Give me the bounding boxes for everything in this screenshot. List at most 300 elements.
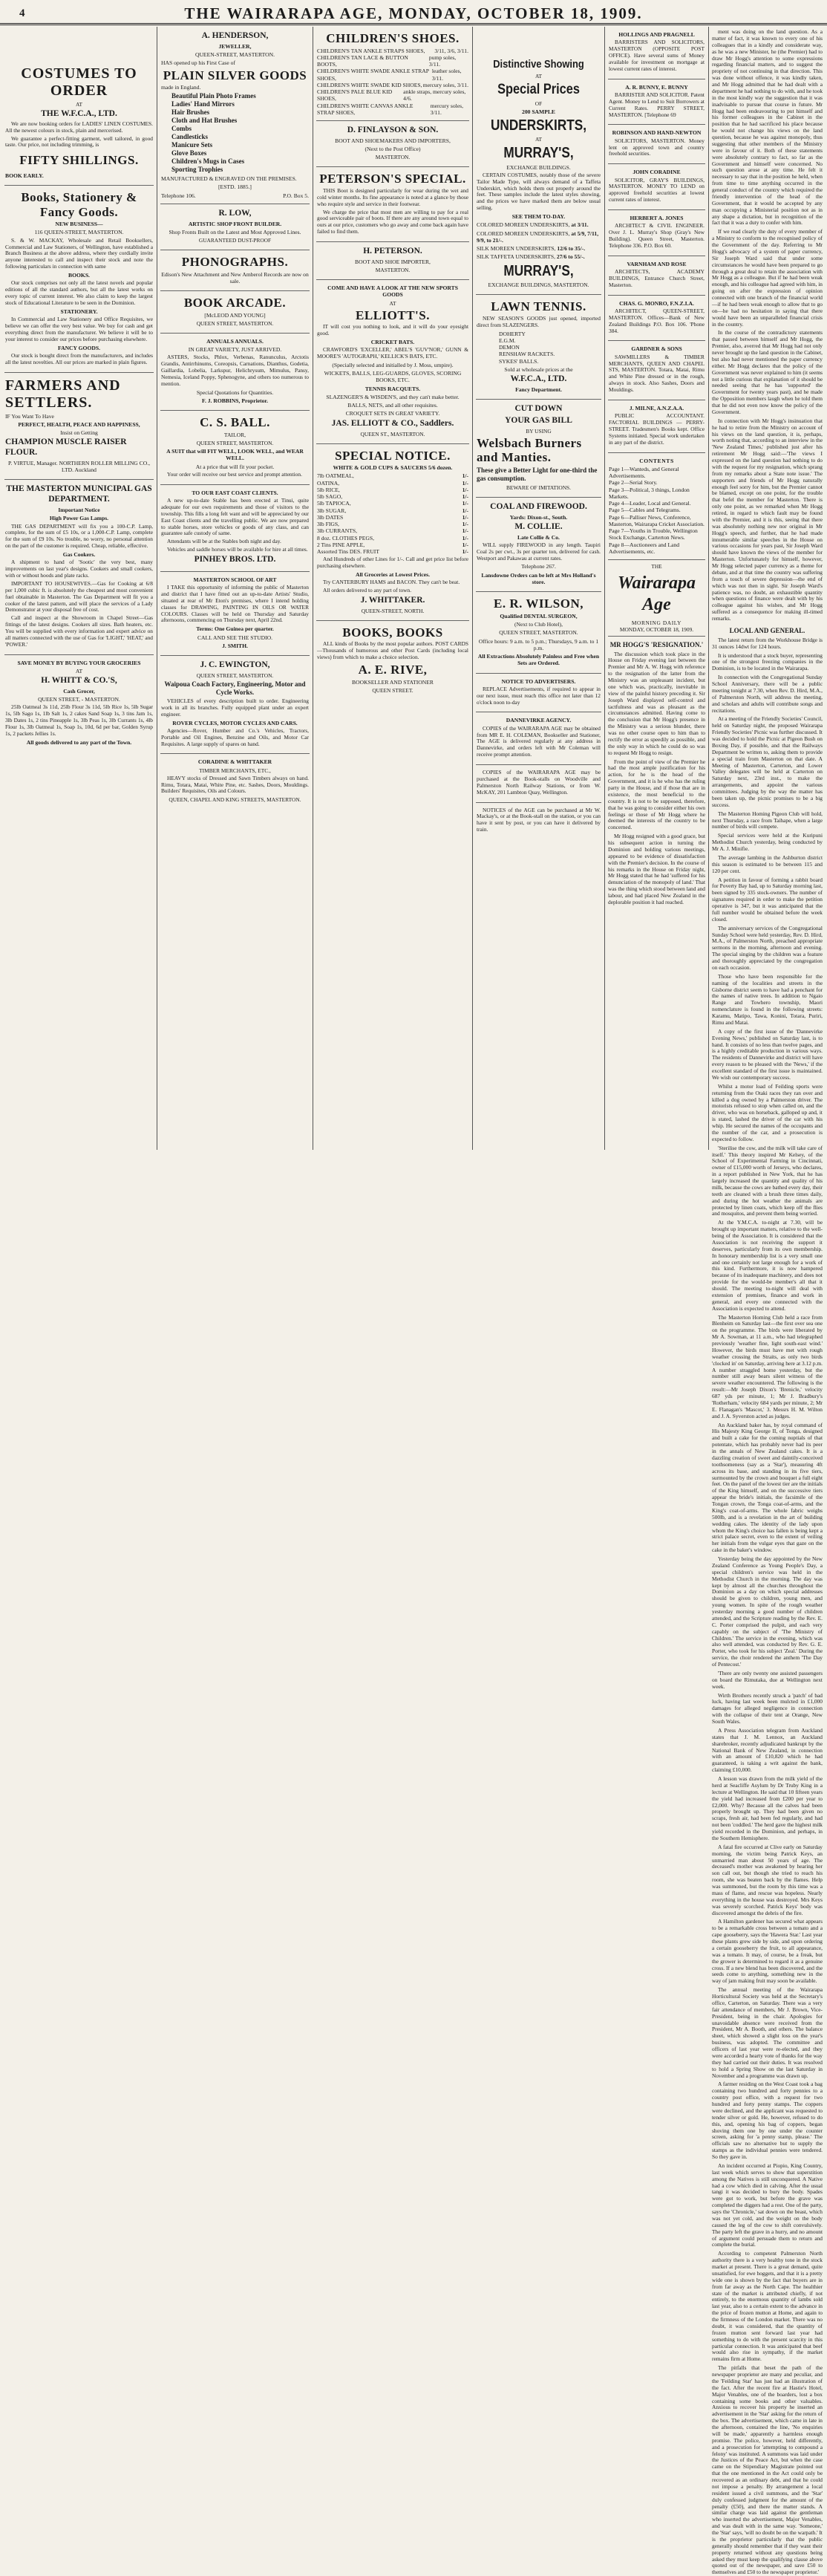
childrens-item: CHILDREN'S TAN LACE & BUTTON BOOTS,	[317, 53, 408, 68]
books-address: 116 QUEEN-STREET, MASTERTON.	[34, 229, 124, 236]
special-item-name: OATINA,	[317, 479, 340, 487]
finlayson-trade: BOOT AND SHOEMAKERS AND IMPORTERS,	[335, 137, 451, 144]
showing-t2: Special Prices	[497, 82, 580, 98]
leader-col6-p2: If we read clearly the duty of every member of a Ministry to conform to the recognised policy of the Government of the day. Referring to Mr Hogg's advocacy of a system of paper currency, Sir Joseph Ward said that under some circumstances he would have been prepared to go through a great deal to retain the association with Mr Hogg as a colleague. But if he had been weak enough, and his colleague had agreed with him, in going on after the expression of opinion connected with one branch of the financial world—if he had been weak enough to allow that to go on—he had no hesitation in saying that there would have been an unparalleled financial crisis in the country.	[712, 228, 823, 328]
costumes-title: COSTUMES TO ORDER	[21, 65, 137, 99]
art-call: CALL AND SEE THE STUDIO.	[197, 634, 273, 641]
arcade-title: BOOK ARCADE.	[183, 296, 287, 310]
peterson-ad	[316, 242, 469, 280]
books-h2: STATIONERY.	[60, 308, 98, 315]
books-business: NEW BUSINESS—	[55, 221, 103, 228]
henderson-trade: JEWELLER,	[218, 42, 252, 50]
whitt-title: SAVE MONEY BY BUYING YOUR GROCERIES	[17, 659, 141, 666]
childrens-item: CHILDREN'S WHITE SWADE KID SHOES,	[317, 81, 422, 88]
special-title: SPECIAL NOTICE.	[335, 448, 451, 463]
special-item	[317, 535, 468, 541]
east-coast-ad	[160, 485, 310, 572]
coradine-address: QUEEN, CHAPEL AND KING STREETS, MASTERTON.	[169, 796, 301, 804]
tennis-item: DOHERTY	[499, 330, 526, 337]
sports-address: QUEEN ST., MASTERTON.	[360, 430, 425, 438]
coal-ad	[476, 498, 601, 592]
special-item-price: 1/-	[462, 534, 468, 541]
special-item	[317, 548, 468, 555]
low-ad	[160, 204, 310, 250]
woodville-body: COPIES of the WAIRARAPA AGE may be purchased at the Book-stalls on Woodville and Palmerston North Railway Stations, or from W. McKAY, 201 Lambton Quay, Wellington.	[477, 769, 601, 796]
article-col8-p10: According to competent Palmerston North authority there is a very healthy tone in the stock market at present. There is a great demand, quite unsatisfied, for ewe hoggets, and that it is a pretty wide one is shown by the fact that buyers are in from far away as the North Cape. The healthier state of the market is attributed chiefly, if not entirely, to the enormous quantity of lambs sold last year, also to a certain extent to the advance in the price of frozen mutton at Home, and again to the firmness of the London market. There was no doubt, it was considered, that the quantity of frozen mutton sent forward last year had something to do with the present scarcity in this particular connection. It was anticipated that beef would also rise in sympathy, if the market remains firm at Home.	[712, 2250, 823, 2363]
showing-row	[477, 230, 601, 244]
childrens-row	[317, 48, 468, 54]
peterson-special-title: PETERSON'S SPECIAL.	[319, 172, 466, 186]
sports-p3: WICKETS, BALLS, LEG-GUARDS, GLOVES, SCORING BOOKS, ETC.	[324, 370, 462, 384]
books-p2: In Commercial and Law Stationery and Office Requisites, we believe we can offer the very best value. We buy for cash and get everything direct from the manufacturer. We believe it will be to your interest to consider our prices before purchasing elsewhere.	[5, 316, 153, 342]
ewington-p3: Agencies—Rover, Humber and Co.'s Vehicles, Tractors, Portable and Oil Engines, Benzine and Oils, and Motor Car Requisites. A large supply of spares on hand.	[161, 726, 309, 747]
henderson-ad	[160, 27, 310, 204]
childrens-title: CHILDREN'S SHOES.	[326, 31, 460, 45]
professional-card	[608, 341, 705, 400]
underskirt-item: COLORED MOREEN UNDERSKIRTS,	[477, 221, 570, 229]
tennis-item: DEMON	[499, 344, 520, 351]
dannevirke-title: DANNEVIRKE AGENCY.	[506, 717, 572, 724]
finlayson-address: MASTERTON.	[375, 154, 411, 161]
local-general-title: LOCAL AND GENERAL.	[729, 626, 805, 634]
costumes-body1: We are now booking orders for LADIES' LINEN COSTUMES. All the newest colours in stock, plain and mercerised.	[5, 120, 153, 134]
whitt-at: AT	[75, 667, 83, 674]
arcade-address: QUEEN STREET, MASTERTON.	[196, 319, 274, 327]
special-item-price: 1/-	[462, 527, 468, 535]
showing-sign: MURRAY'S,	[503, 262, 574, 279]
special-item-name: 5lb TAPIOCA,	[317, 500, 351, 507]
coal-late: Late Collie & Co.	[517, 533, 560, 541]
ball-body: A SUIT that will FIT WELL, LOOK WELL, and WEAR WELL.	[166, 448, 304, 462]
whitt-footer: All goods delivered to any part of the Town.	[26, 738, 132, 746]
woodville-notice	[476, 765, 601, 803]
childrens-shoes-ad	[316, 27, 469, 121]
wilson-ad	[476, 592, 601, 673]
farmers-sign: P. VIRTUE, Manager. NORTHERN ROLLER MILLING CO., LTD. Auckland	[7, 459, 151, 474]
card-body: SOLICITOR, GRAY'S BUILDINGS, MASTERTON. MONEY TO LEND on approved freehold securities at lowest current rates of interest.	[609, 176, 705, 204]
henderson-item: Hair Brushes	[171, 108, 210, 117]
annuals-body: ASTERS, Stocks, Phlox, Verbenas, Ranunculus, Arctotis Grandis, Antirrhinums, Coreopsis, Carnations, Dianthus, Godetia, Gaillardia, Lobelia, Larkspur, Helichrysum, Mimulus, Pansy, Nemesia, Iceland Poppy, Sphenogyne, and others too numerous to mention.	[161, 354, 309, 387]
childrens-row	[317, 68, 468, 82]
card-name: CHAS. G. MONRO, F.N.Z.I.A.	[619, 299, 694, 307]
leader-p2: From the point of view of the Premier he had the most ample justification for his action, for he is the head of the Government, and it is he who has the ruling party in the House, and if those that are in existence, the most beneficial to the country. It is not to be supposed, therefore, that he was going to consider either his own feelings or those of Mr Hogg where he deemed the interests of the country to be concerned.	[608, 758, 705, 831]
professional-card	[608, 400, 705, 453]
special-address: QUEEN-STREET, NORTH.	[361, 607, 425, 614]
coal-phone: Telephone 267.	[521, 563, 556, 570]
henderson-item: Combs	[171, 125, 192, 133]
henderson-item: Beautiful Plain Photo Frames	[171, 92, 256, 100]
costumes-at: AT	[75, 101, 83, 108]
contents-item: Page 6—Palliser News, Conference, Masterton, Wairarapa Cricket Association.	[609, 513, 705, 527]
childrens-price: leather soles, 3/11.	[431, 68, 462, 82]
showing-t3: UNDERSKIRTS,	[490, 117, 586, 134]
whitt-body: 25lb Oatmeal 3s 11d, 25lb Flour 3s 11d, 5lb Rice 1s, 5lb Sugar 1s, 5lb Sago 1s, 1lb Salt 1s, 2 cakes Sand Soap 1s, 3 tins Jam 1s, 3lb Dates 1s, 2 tins Pineapple 1s, 3lb Peas 1s, 3lb Currants 1s, 4lb Flour 1s, 3lb Oatmeal 1s, Soap 1s, 10d, 6d per bar, Golden Syrup 1s, 2 packets Jellies 1s.	[5, 703, 153, 737]
books-books-address: QUEEN STREET.	[372, 686, 414, 694]
masthead-title: THE WAIRARAPA AGE, MONDAY, OCTOBER 18, 1909.	[184, 4, 643, 22]
annuals-title: ANNUALS ANNUALS.	[206, 337, 264, 345]
special-item	[317, 514, 468, 521]
special-item	[317, 500, 468, 507]
special-item	[317, 507, 468, 514]
municipal-p2: IMPORTANT TO HOUSEWIVES.—Gas for Cooking at 6/8 per 1,000 cubic ft. is absolutely the cheapest and most convenient fuel obtainable in Masterton. The Gas Department will fit you a cooker of the latest pattern, and will place the services of a Lady Demonstrator at your disposal free of cost.	[5, 579, 153, 614]
books-title: Books, Stationery & Fancy Goods.	[21, 190, 137, 219]
gas-t2: YOUR GAS BILL	[505, 415, 572, 425]
professional-card	[608, 27, 705, 79]
farmers-ad	[4, 373, 154, 481]
wilson-title: Qualified DENTAL SURGEON,	[500, 612, 578, 619]
coal-title: COAL AND FIREWOOD.	[490, 501, 587, 511]
east-sign: PINHEY BROS. LTD.	[194, 555, 276, 565]
special-item-name: Assorted Tins DES. FRUIT	[317, 548, 379, 556]
flag-sub: MORNING DAILY	[631, 619, 682, 626]
tennis-sign: W.F.C.A., LTD.	[510, 374, 567, 384]
special-item-name: 5lb RICE,	[317, 486, 340, 493]
showing-sample: 200 SAMPLE	[522, 108, 555, 115]
henderson-opened: HAS opened up his First Case of	[161, 59, 235, 67]
phonographs-ad	[160, 250, 310, 291]
special-item	[317, 480, 468, 487]
municipal-h1: Gas Cookers.	[62, 551, 96, 559]
books-body: S. & W. MACKAY, Wholesale and Retail Booksellers, Commercial and Law Stationers, of Wellington, have established a Branch Business at the above address, where they cordially invite anyone interested to call and inspect their stock and note the following particulars in connection with same	[5, 236, 153, 270]
special-item-price: 1/-	[462, 548, 468, 556]
annuals-sub: IN GREAT VARIETY, JUST ARRIVED.	[188, 346, 282, 354]
ewington-p2: ROVER CYCLES, MOTOR CYCLES AND CARS.	[172, 719, 298, 726]
farmers-if: IF You Want To Have	[5, 412, 54, 420]
showing-address: EXCHANGE BUILDINGS, MASTERTON.	[488, 281, 589, 288]
east-title: TO OUR EAST COAST CLIENTS.	[192, 489, 278, 496]
card-name: J. MILNE, A.N.Z.A.A.	[629, 404, 684, 412]
card-name: JOHN CORADINE	[632, 169, 681, 176]
municipal-body: THE GAS DEPARTMENT will fix you a 100-C.P. Lamp, complete, for the sum of £5 10s, or a 1,000-C.P. Lamp, complete for the sum of £9 10s. No trouble, no worry, no personal attention on the part of the customer is required. Cheap, reliable, effective.	[5, 522, 153, 550]
article-col7-p11: The Masterton Homing Club held a race from Blenheim on Saturday last—the first over sea one on the programme. The birds were liberated by Mr A. Sowman, at 11 a.m., who had telegraphed previously 'weather fine, light south-east wind.' However, the birds must have met with rough weather crossing the Straits, as only two birds 'clocked in' on Saturday, arriving here at 3.12 p.m. A number straggled home yesterday, but the number still away bears silent witness of the severe weather encountered. The following is the result:—Mr Joseph Dixon's 'Brenicle,' velocity 687 yds per minute, 1; Mr J. Bradbury's 'Rotherham,' velocity 684 yards per minute, 2; Mr E. Flanagan's 'Mascot,' 3. Messrs H. M. Wilton and J. A. Syverston acted as judges.	[712, 1313, 823, 1419]
special-item-price: 1/-	[462, 507, 468, 514]
tennis-items	[477, 331, 601, 365]
henderson-item: Manicure Sets	[171, 141, 213, 149]
contents-title: CONTENTS	[639, 457, 674, 464]
wilson-address: QUEEN STREET, MASTERTON.	[499, 629, 578, 637]
childrens-item: CHILDREN'S TAN ANKLE STRAPS SHOES,	[317, 47, 425, 54]
local-local: The latest return from the Workhouse Bridge is 31 ounces 14dwt for 124 hours.	[712, 636, 823, 650]
coal-name: M. COLLIE.	[514, 521, 563, 531]
contents-item: Page 5—Cables and Telegrams.	[609, 507, 681, 514]
henderson-foot: MANUFACTURED & ENGRAVED ON THE PREMISES.	[161, 175, 297, 183]
whitt-name: H. WHITT & CO.'S,	[41, 676, 117, 686]
low-body: Shop Fronts Built on the Latest and Most Approved Lines.	[169, 228, 301, 235]
henderson-item: Ladies' Hand Mirrors	[171, 100, 235, 108]
sports-at: AT	[389, 299, 396, 307]
books-h3: FANCY GOODS.	[58, 344, 100, 351]
dannevirke-agency	[476, 712, 601, 765]
article-col7-p13: Yesterday being the day appointed by the New Zealand Conference as Young People's Day, a special children's service was held in the Methodist Church in the morning. The day was kept by almost all the churches throughout the Dominion as a day on which special addresses should be given to children, young men, and young women. In spite of the rough weather yesterday morning a good number of children attended, and the Scripture reading by the Rev. E. C. Porter comprised the pulpit, and each very capably on the subject of 'The Ministry of Children.' The service in the evening, which was also well attended, was conducted by Rev. G. E. Porter, who took for his subject 'Zeal.' During the service, the choir rendered the anthem 'The Day of Pentecost.'	[712, 1555, 823, 1668]
childrens-row	[317, 82, 468, 88]
leader-article	[608, 641, 705, 906]
farmers-insist: Insist on Getting	[60, 429, 98, 437]
special-item-name: 3lb DATES	[317, 513, 344, 521]
books-books-sub: BOOKSELLER AND STATIONER	[352, 678, 434, 686]
card-name: VARNHAM AND ROSE	[627, 260, 687, 267]
east-p2: Attendants will be at the Stables both night and day.	[167, 538, 281, 545]
phonographs-body: Edison's New Attachment and New Amberol Records are now on sale.	[161, 270, 309, 284]
art-sign: J. SMITH.	[222, 642, 248, 649]
art-body: I TAKE this opportunity of informing the public of Masterton and district that I have fitted out an up-to-date Artists' Studio, situated at rear of Mr Eton's premises, where I intend holding classes for DRAWING, PAINTING IN OILS OR WATER COLOURS. Classes will be held on Thursday and Saturday afternoons, commencing on Thursday next, April 22nd.	[161, 584, 309, 624]
municipal-ad	[4, 480, 154, 654]
municipal-lamps: High Power Gas Lamps.	[49, 515, 109, 522]
coal-orders: Lansdowne Orders can be left at Mrs Holland's store.	[481, 571, 596, 585]
leader-col6-p3: In the course of the contradictory statements that passed between himself and Mr Hogg, the Premier, also, averred that Mr Hogg had not only never brought up the land question in the Cabinet, but also had never mentioned the paper currency either. Mr Hogg declares that the policy of the Government was never explained to him (it seems not a little curious that explanation of it should be needed seeing that he has 'supported' the Government for twenty years past), and he made the Opposition members laugh when he told them that he did not even now know the policy of the Government.	[712, 329, 823, 415]
henderson-name: A. HENDERSON,	[201, 31, 269, 40]
farmers-product: CHAMPION MUSCLE RAISER FLOUR.	[5, 438, 127, 458]
local-local2: It is understood that a stock buyer, representing one of the strongest freezing companies in the Dominion, is to be located in the Wairarapa.	[712, 651, 823, 672]
childrens-row	[317, 54, 468, 68]
sports-sign: JAS. ELLIOTT & CO., Saddlers.	[331, 418, 454, 428]
books-h1: BOOKS.	[68, 272, 90, 279]
gas-beware: BEWARE OF IMITATIONS.	[506, 484, 572, 491]
underskirt-price: 27/6 to 55/-.	[556, 253, 585, 261]
showing-body: CERTAIN COSTUMES, notably those of the severe Tailor Made Type, will always demand of a Taffeta Underskirt, which holds them out properly around the feet. These samples include the latest styles showing, and the prices we have marked them are below usual selling.	[477, 171, 601, 212]
special-item	[317, 527, 468, 534]
costumes-body2: We guarantee a perfect-fitting garment, well tailored, in good taste. Our price, not including trimming, is	[5, 134, 153, 149]
ball-ad	[160, 411, 310, 484]
card-body: ARCHITECTS, ACADEMY BUILDINGS, Entrance Church Street, Masterton.	[609, 268, 705, 288]
sports-title: COME AND HAVE A LOOK AT THE NEW SPORTS GOODS	[327, 284, 458, 299]
special-item	[317, 541, 468, 548]
card-body: SAWMILLERS & TIMBER MERCHANTS, QUEEN AND CHAPEL STS, MASTERTON. Totara, Matai, Rimu and White Pine dressed or in the rough, always in stock. Also Sashes, Doors and Mouldings.	[609, 353, 705, 393]
column-1	[1, 27, 157, 1150]
sports-p6: CROQUET SETS IN GREAT VARIETY.	[345, 410, 440, 417]
low-guarantee: GUARANTEED DUST-PROOF	[198, 237, 272, 244]
annuals-ad	[160, 334, 310, 411]
gas-by: BY USING	[526, 427, 552, 435]
childrens-price: 3/11, 3/6, 3/11.	[434, 47, 468, 54]
ewington-name: J. C. EWINGTON,	[200, 660, 270, 670]
showing-of: OF	[535, 100, 543, 107]
ball-orders: Your order will receive our best service and prompt attention.	[167, 470, 302, 478]
card-body: ARCHITECT & CIVIL ENGINEER. Over J. L. Murray's Shop (Gray's New Building). Queen Street, Masterton. Telephone 336. P.O. Box 60.	[609, 222, 705, 249]
henderson-contact	[161, 192, 309, 199]
coradine-name: CORADINE & WHITTAKER	[197, 758, 272, 766]
showing-row	[477, 221, 601, 228]
tennis-item: SYKES' BALLS.	[499, 357, 539, 365]
article-col7-p1: The Masterton Homing Pigeon Club will hold, next Thursday, a race from Taihape, when a large number of birds will compete.	[712, 810, 823, 830]
special-item	[317, 493, 468, 500]
coradine-whittaker-ad	[160, 754, 310, 809]
municipal-p1: A shipment to hand of 'Sootic' the very best, many improvements on last year's designs. Cookers and small cookers, with or without hoods and plate racks.	[5, 559, 153, 579]
showing-t1: Distinctive Showing	[493, 58, 584, 71]
column-4	[473, 27, 605, 1150]
ewington-sub: Waipoua Coach Factory, Engineering, Motor and Cycle Works.	[164, 680, 306, 696]
books-books-sign: A. E. RIVE,	[358, 663, 428, 677]
card-name: HERBERT A. JONES	[630, 215, 684, 221]
ball-name: C. S. BALL.	[200, 415, 270, 430]
peterson-address: MASTERTON.	[375, 267, 411, 274]
ewington-address: QUEEN STREET, MASTERTON.	[196, 671, 274, 679]
phonographs-title: PHONOGRAPHS.	[181, 255, 289, 270]
contents-list	[609, 466, 705, 555]
article-col8-p9: An incident occurred at Piopio, King Country, last week which serves to show that superstition among the Natives is still unconquered. A Native had a cow which died in calving. After the usual tangi it was decided to bury the body. Spades were got to work, but before the grave was completed the diggers had a rest. One of the party, says the 'Chronicle,' sat down on the beast, which was not yet cold, and the weight on the body caused the leg of the cow to shift convulsively. The party left the grave in a hurry, and no amount of argument could persuade them to return and complete the burial.	[712, 2162, 823, 2248]
finlayson-name: D. FINLAYSON & SON.	[347, 126, 439, 135]
column-right	[709, 27, 826, 2576]
article-col8-p7: The annual meeting of the Wairarapa Horticultural Society was held at the Secretary's office, Carterton, on Saturday. There was a very fair attendance of members, Mr J. Brown, Vice-President, being in the chair. Apologies for unavoidable absence were received from the President, Mr A. Booth, and others. The balance sheet, which showed a slight loss on the year's business, was adopted. The committee and officers of last year were re-elected, and they were accorded a hearty vote of thanks for the way they had carried out their duties. It was resolved to hold a Spring Show on the last Saturday in November and a programme was drawn up.	[712, 1986, 823, 2079]
showing-at2: AT	[535, 136, 543, 143]
art-terms: Terms: One Guinea per quarter.	[196, 625, 274, 633]
underskirt-item: COLORED MOREEN UNDERSKIRTS,	[477, 230, 570, 237]
article-col8-p5: A fatal fire occurred at Clive early on Saturday morning, the victim being Patrick Keys, an unmarried man about 50 years of age. The deceased's mother was awakened by hearing her son call out, but though she tried to reach his room, she was beaten back by the flames. Help was summoned, but the room by this time was a mass of flame, and rescue was hopeless. Nearly everything in the house was destroyed. Mrs Keys was severely scorched. Patrick Keys' body was discovered amongst the debris of the fire.	[712, 1843, 823, 1916]
wilson-hours: Office hours: 9 a.m. to 5 p.m.; Thursdays, 9 a.m. to 1 p.m.	[478, 637, 599, 651]
newspaper-flag	[608, 560, 705, 637]
henderson-address: QUEEN-STREET, MASTERTON.	[195, 51, 275, 59]
henderson-items	[161, 92, 309, 174]
article-col7-p3: The average lambing in the Ashburton district this season is estimated to be between 115 and 120 per cent.	[712, 853, 823, 874]
books-ad	[4, 186, 154, 372]
costumes-ad	[4, 27, 154, 186]
sports-body: IT will cost you nothing to look, and it will do your eyesight good.	[317, 323, 468, 337]
special-item-name: 8 doz. CLOTHES PEGS,	[317, 534, 374, 541]
low-name: R. LOW,	[218, 208, 252, 218]
advert-title: NOTICE TO ADVERTISERS.	[501, 677, 576, 685]
arcade-ad	[160, 291, 310, 334]
whitt-address: QUEEN STREET, - MASTERTON.	[38, 696, 120, 703]
tennis-title: LAWN TENNIS.	[491, 299, 586, 314]
showing-see: SEE THEM TO-DAY.	[511, 213, 566, 221]
sports-ad	[316, 280, 469, 443]
tennis-item: RENSHAW RACKETS.	[499, 351, 555, 358]
wilson-sub: (Next to Club Hotel),	[514, 621, 563, 628]
sports-p1: CRAWFORD'S 'EXCELLER,' ABEL'S 'GUV'NOR,' GUNN & MOORE'S 'AUTOGRAPH,' KELLICK'S BATS, ETC.	[317, 346, 468, 360]
local-local3: In connection with the Congregational Sunday School Anniversary, there will be a public meeting tonight at 7.30, when Rev. D. Hird, M.A., of Palmerston North, will address the meeting, and scholars and adults will contribute songs and recitations.	[712, 674, 823, 714]
article-col7-p2: Special services were held at the Kuripuni Methodist Church yesterday, being conducted by Mr A. J. Minifie.	[712, 832, 823, 853]
special-item-name: 3lb SUGAR,	[317, 507, 347, 514]
special-notice-ad	[316, 444, 469, 621]
ewington-body: VEHICLES of every description built to order. Engineering work in all its branches. Fully equipped plant under an expert engineer.	[161, 697, 309, 718]
special-item-price: 1/-	[462, 500, 468, 507]
lawn-tennis-ad	[476, 295, 601, 400]
wilson-name: E. R. WILSON,	[494, 596, 584, 611]
childrens-item: CHILDREN'S WHITE SWADE ANKLE STRAP SHOES,	[317, 68, 429, 82]
special-sub: WHITE & GOLD CUPS & SAUCERS 5/6 dozen.	[333, 464, 453, 472]
childrens-item: CHILDREN'S WHITE CANVAS ANKLE STRAP SHOES,	[317, 102, 414, 116]
childrens-price: pump soles, 3/11.	[428, 53, 457, 68]
gas-body: These give a Better Light for one-third the gas consumption.	[477, 466, 598, 482]
childrens-row	[317, 88, 468, 103]
childrens-row	[317, 103, 468, 117]
municipal-title: THE MASTERTON MUNICIPAL GAS DEPARTMENT.	[6, 484, 152, 504]
childrens-price: ankle straps, mercury soles, 4/6.	[403, 88, 466, 103]
special-item-price: 1/-	[462, 479, 468, 487]
special-item-name: 3lb FIGS,	[317, 521, 339, 528]
professional-card	[608, 125, 705, 164]
henderson-item: Glove Boxes	[171, 149, 207, 157]
article-col7-p10: At the Y.M.C.A. to-night at 7.30, will be brought up important matters, relative to the well-being of the Association. It is considered that the Association is not receiving the support it deserves, particularly from its own membership. In honorary membership list is a very small one and one certainly not large enough for a work of this kind. Furthermore, it is now hampered because of its inadequate machinery, and does not provide for the would-be member's all that it should. The meeting to-night will deal with extension of premises, finance and work in general, and every one connected with the Association is expected to attend.	[712, 1219, 823, 1312]
art-school-ad	[160, 572, 310, 656]
showing-row	[477, 245, 601, 252]
finlayson-ad	[316, 121, 469, 167]
sports-p4: SLAZENGER'S & WISDEN'S, and they can't make better.	[326, 393, 460, 400]
annuals-sign: F. J. ROBBINS, Proprietor.	[202, 397, 268, 405]
costumes-price: FIFTY SHILLINGS.	[19, 153, 139, 168]
special-sign: J. WHITTAKER.	[360, 596, 425, 605]
column-3	[313, 27, 473, 1150]
special-try: Try CANTERBURY HAMS and BACON. They can't be beat.	[323, 579, 460, 586]
municipal-p3: Call and inspect at the Showroom in Chapel Street—Gas fittings of the latest designs. Cookers all sizes. Bath heaters, etc. You will be supplied with every information and expert advice on all matters connected with the use of Gas for 'LIGHT,' 'HEAT,' and 'POWER.'	[5, 614, 153, 648]
whitt-ad	[4, 655, 154, 752]
notices-body: NOTICES of the AGE can be purchased at Mr W. Mackay's, or at the Book-stall on the station, or you can have it sent by post, or you can have it delivered by train.	[477, 806, 601, 833]
special-item-price: 1/-	[462, 513, 468, 521]
card-name: ROBINSON AND HAND-NEWTON	[612, 129, 702, 137]
article-col8-p2: Wirth Brothers recently struck a 'patch' of bad luck, having last week been mulcted in £1,000 damages for alleged negligence in connection with the collapse of their tent at Orange, New South Wales.	[712, 1691, 823, 1726]
contents-item: Page 1—Wanteds, and General Advertisements.	[609, 465, 679, 479]
sports-p5: BALLS, NETS, and all other requisites.	[347, 402, 438, 409]
dannevirke-body: COPIES of the WAIRARAPA AGE may be obtained from MR E. H. COLEMAN, Bookseller and Stationer, The AGE is delivered regularly at any address in Dannevirke, and orders left with Mr Coleman will receive prompt attention.	[477, 724, 601, 758]
coradine-body: HEAVY stocks of Dressed and Sawn Timbers always on hand. Rimu, Totara, Matai, White Pine, etc. Sashes, Doors, Mouldings. Builders' Requisites, Oils and Colours.	[161, 774, 309, 795]
advert-body: REPLACE Advertisements, if required to appear in our next issue, must reach this office not later than 12 o'clock noon to-day	[477, 685, 601, 706]
showing-t4: MURRAY'S,	[503, 145, 574, 162]
henderson-po: P.O. Box 5.	[283, 192, 309, 199]
tennis-item: E.G.M.	[499, 336, 516, 344]
contents-item: Page 3—Political, 3 things, London Markets.	[609, 486, 690, 500]
ewington-ad	[160, 656, 310, 754]
henderson-item: Cloth and Hat Brushes	[171, 117, 238, 125]
arcade-sub: [McLEOD AND YOUNG]	[204, 311, 266, 319]
local-local4: At a meeting of the Friendly Societies' Council, held on Saturday night, the proposed Wairarapa Friendly Societies' Picnic was further discussed. It was decided to hold the Picnic at Pigeon Bush on Boxing Day, if possible, and that the Railways Department be written to, asking them to provide a special train from Masterton on that date. A Meeting of Masterton, Carterton, and Lower Valley delegates will be held at Carterton on Saturday next, 23rd inst., to make the arrangements, and appoint the various committees. Judging by the way the matter has been taken up, the picnic promises to be a big success.	[712, 715, 823, 808]
gas-t3: Welsbach Burners and Manties.	[477, 435, 582, 465]
professional-card	[608, 164, 705, 210]
contents-box	[608, 453, 705, 561]
underskirt-item: SILK TAFFETA UNDERSKIRTS,	[477, 253, 555, 261]
special-delivered: All orders delivered to any part of town.	[323, 587, 412, 594]
card-name: A. R. BUNNY, E. BUNNY	[625, 83, 688, 91]
article-col7-p9: 'Sterilise the cow, and the milk will take care of itself.' This theory inspired Mr Kelsey, of the School of Experimental Farming in Cincinnati, owner of £15,000 worth of Jerseys, who declares, in a report published in New York, that he has largely increased the quantity and quality of his milk, because the cows are bathed every day, their teeth are cleaned with a brush three times daily, and during the hot weather the animals are protected by linen coats, which keep off the flies and mosquitos, and prevent them being worried.	[712, 1144, 823, 1217]
article-col8-p1: 'There are only twenty one assisted passengers on board the Rimutaka, due at Wellington next week.	[712, 1669, 823, 1690]
special-item-name: 3lb CURRANTS,	[317, 527, 358, 535]
henderson-item: Sporting Trophies	[171, 166, 223, 174]
column-2	[157, 27, 313, 1150]
article-col8-p11: The pitfalls that beset the path of the newspaper proprietor are many and peculiar, and the 'Feilding Star' has just had an illustration of the fact. After the recent fire at Hastie's Hotel, Major Venables, one of the boarders, lost a box containing some books and other valuables. Anxious to recover his property he inserted an advertisement in the 'Star' asking for the return of the box. The advertisement, which came in late in the afternoon, contained the line, 'No enquiries will be made,' apparently a harmless enough promise. The police, however, held differently, and a prosecution for 'attempting to compound a felony' was instituted. A summons was laid under the Justices of the Peace Act, but when the case came on the Stipendiary Magistrate pointed out that the one mentioned in the Act could only be recovered as an ordinary debt, and that he could not impose a penalty. By arrangement a local resident issued a civil summons, and the 'Star' duly confessed judgment for the amount of the penalty (£50), and there the matter stands. A similar charge was laid against the gentleman who inserted the advertisement, Major Venables, and was dealt with in the same way. 'Someone,' the 'Star' says, 'will no doubt be on the warpath.' It is the proprietor particularly that the public generally should remember that if they want their property returned without any questions being asked they must keep the qualifying clause above quoted out of the newspaper, and save £50 to themselves and £50 to the newspaper proprietor.'	[712, 2364, 823, 2576]
page-number: 4	[19, 7, 25, 19]
henderson-made: made in England.	[161, 84, 201, 91]
finlayson-sub: (Next to the Post Office)	[365, 146, 421, 153]
article-col8-p4: A lesson was drawn from the milk yield of the herd at Seacliffe Asylum by Dr Truby King in a lecture at Wellington. He said that 10 fifteen years the yield had increased from £200 per year to £2,000. Why? Because all the calves had been properly brought up. They had been given no scraps, fresh air, had been fed regularly, and had not been 'coddled.' The herd gave the highest milk yield recorded in the Dominion, and perhaps, in the Southern Hemisphere.	[712, 1775, 823, 1841]
special-item-price: 1/-	[462, 493, 468, 501]
whitt-sub: Cash Grocer,	[63, 687, 95, 695]
underskirt-price: at 5/9, 7/11, 9/9, to 21/-.	[477, 230, 599, 244]
special-item	[317, 472, 468, 479]
gas-bill-ad	[476, 400, 601, 498]
coradine-trade: TIMBER MERCHANTS, ETC.,	[199, 767, 271, 774]
special-item-price: 1/-	[462, 486, 468, 493]
special-item	[317, 487, 468, 493]
article-col7-p12: An Auckland baker has, by royal command of His Majesty King George II, of Tonga, designed and built a cake for the coming nuptials of that potentate, which has probably never had its peer in the annals of New Zealand cakes. It is a dazzling creation of sweet and daintily-conceived toothsomeness (say as a 'Star'), measuring 4ft across its base, and standing in its five tiers, surmounted by the crown and bouquet a full eight feet. On the panel of the lowest tier are the initials of the King himself, and on the successive tiers appear the bride's initials, the facsimile of the Tongan crown, the Tonga coat-of-arms, and the King's coat-of-arms. The whole fabric weighs 500lb, and is a revelation in the art of building wedding cakes. The identity of the lady upon whom the King's choice has fallen is being kept a strict palace secret, even to the extent of veiling her initials from the vulgar eyes that gaze on the cake in the baker's window.	[712, 1421, 823, 1554]
peterson-special-ad	[316, 167, 469, 242]
annuals-special: Special Quotations for Quantities.	[196, 388, 274, 396]
tennis-sub: Fancy Department.	[515, 386, 562, 393]
showing-sub: EXCHANGE BUILDINGS.	[506, 163, 571, 171]
books-books-ad	[316, 621, 469, 700]
underskirt-item: SILK MOREEN UNDERSKIRTS,	[477, 245, 556, 253]
notice-advertisers	[476, 674, 601, 713]
underskirts-ad	[476, 27, 601, 295]
professional-card	[608, 79, 705, 126]
low-trade: ARTISTIC SHOP FRONT BUILDER.	[188, 220, 282, 227]
sports-p2: (Specially selected and initialled by J. Moss, umpire).	[332, 361, 454, 368]
henderson-goods: PLAIN SILVER GOODS	[163, 68, 307, 82]
showing-row	[477, 253, 601, 260]
card-body: ARCHITECT, QUEEN-STREET, MASTERTON. Offices—Bank of New Zealand Buildings P.O. Box 106. 'Phone 384.	[609, 307, 705, 334]
contents-item: Page 8—Auctioneers and Land Advertisements, etc.	[609, 541, 680, 555]
wilson-foot: All Extractions Absolutely Painless and Free when Sets are Ordered.	[477, 653, 600, 667]
costumes-note: BOOK EARLY.	[5, 172, 44, 179]
leader-col6-top: ment was doing on the land question. As a matter of fact, it was known to every one of his colleagues that in a kindly and considerate way, as he was a new Minister, he (the Premier) had to draw Mr Hogg's attention to some expressions regarding financial matters, and to suggest the propriety of not continuing in that direction. This was done without offence, it was kindly taken, and Mr Hogg admitted that he had dealt with a department he had nothing to do with, and he took in the most kindly way the suggestion that it was inadvisable to pursue that course in future. Mr Hogg had been endeavouring to put himself and his former colleagues in the Cabinet in the position that he had sacrificed his place because he would not change his views on the land question, because he was against monopoly, thus suggesting that other members of the Ministry were in favour of it. Both of these statements were absolutely contrary to fact, so far as the Government and himself were concerned. No such question arose at any time. He felt it necessary to say that in the position he held, when from time to time anything occurred in the general conduct of the country which required the friendly intervention of the head of the Government, that it would be accepted by any man occupying a Ministerial position not as in any shape a dictation, but in recognition of the fact that it was a duty to confer with him.	[712, 28, 823, 227]
leader-title: MR HOGG'S 'RESIGNATION.'	[609, 640, 704, 648]
